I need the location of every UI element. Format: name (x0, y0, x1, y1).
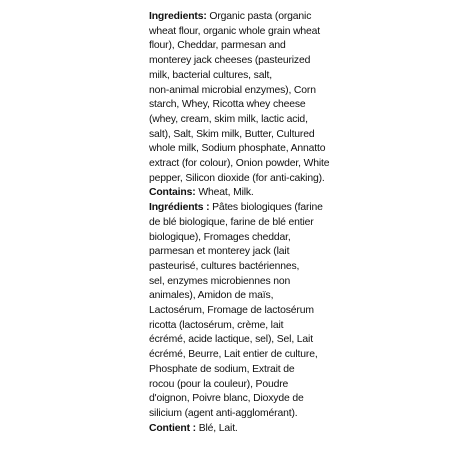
french-ingredients-heading: Ingrédients : (149, 202, 210, 214)
french-ingredients-line: parmesan et monterey jack (lait (149, 246, 290, 258)
english-ingredients-line-1 (149, 10, 329, 25)
english-ingredients-line: wheat flour, organic whole grain wheat (149, 25, 321, 37)
english-ingredients-heading: Ingredients: (149, 11, 207, 22)
ingredients-label (149, 10, 329, 436)
french-ingredients-line: Lactosérum, Fromage de lactosérum (149, 305, 314, 317)
french-ingredients-line: pasteurisé, cultures bactériennes, (149, 260, 300, 272)
english-contains-text: Wheat, Milk. (198, 187, 254, 199)
french-ingredients-line: silicium (agent anti-agglomérant). (149, 407, 298, 419)
french-contains-heading: Contient : (149, 422, 196, 434)
french-ingredients-line: biologique), Fromages cheddar, (149, 231, 291, 243)
english-ingredients-line: monterey jack cheeses (pasteurized (149, 55, 311, 67)
french-ingredients-line: ricotta (lactosérum, crème, lait (149, 319, 284, 331)
french-ingredients-line: rocou (pour la couleur), Poudre (149, 378, 289, 390)
english-ingredients-text: Organic pasta (organic (209, 11, 312, 22)
french-contains-line (149, 422, 329, 437)
french-ingredients-line: animales), Amidon de maïs, (149, 290, 274, 302)
french-ingredients-line: de blé biologique, farine de blé entier (149, 216, 314, 228)
english-ingredients-line: whole milk, Sodium phosphate, Annatto (149, 143, 326, 155)
english-ingredients-line: salt), Salt, Skim milk, Butter, Cultured (149, 128, 315, 140)
english-ingredients-line: starch, Whey, Ricotta whey cheese (149, 99, 306, 111)
french-ingredients-line: sel, enzymes microbiennes non (149, 275, 291, 287)
english-ingredients-line: extract (for colour), Onion powder, White (149, 158, 330, 170)
english-ingredients-line: milk, bacterial cultures, salt, (149, 69, 272, 81)
french-ingredients-line: Phosphate de sodium, Extrait de (149, 363, 295, 375)
french-contains-text: Blé, Lait. (198, 422, 238, 434)
english-contains-heading: Contains: (149, 187, 196, 199)
english-ingredients-line: non-animal microbial enzymes), Corn (149, 84, 316, 96)
french-ingredients-line-1 (149, 201, 329, 216)
english-ingredients-line: (whey, cream, skim milk, lactic acid, (149, 113, 308, 125)
english-ingredients-line: flour), Cheddar, parmesan and (149, 40, 286, 52)
english-ingredients-line: pepper, Silicon dioxide (for anti-caking). (149, 172, 325, 184)
french-ingredients-line: d'oignon, Poivre blanc, Dioxyde de (149, 393, 304, 405)
french-ingredients-line: écrémé, acide lactique, sel), Sel, Lait (149, 334, 313, 346)
english-contains-line (149, 186, 329, 201)
french-ingredients-line: écrémé, Beurre, Lait entier de culture, (149, 349, 318, 361)
french-ingredients-text: Pâtes biologiques (farine (212, 202, 323, 214)
